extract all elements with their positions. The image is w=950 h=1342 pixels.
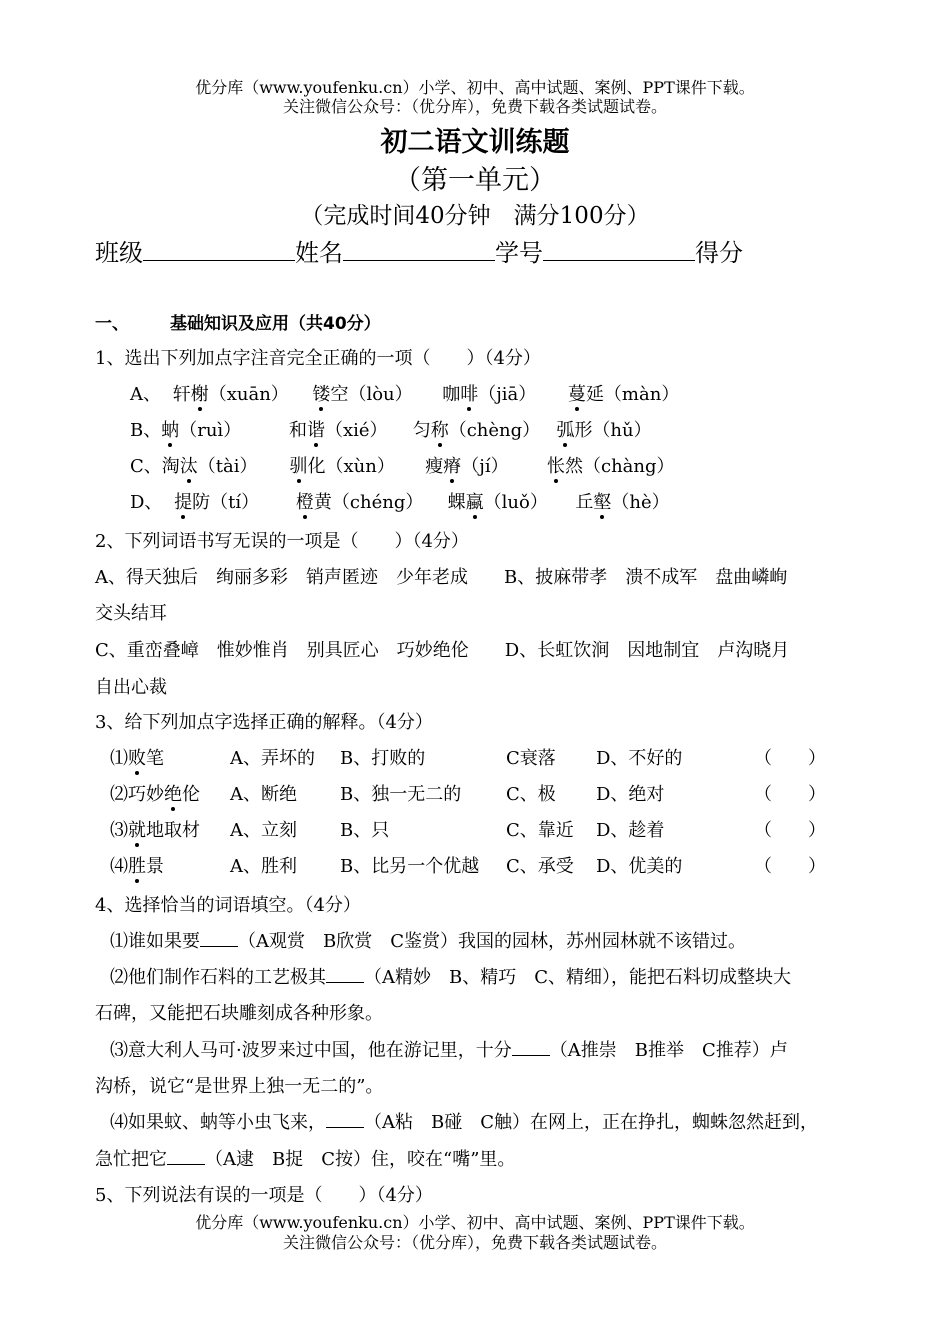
q4-sentence-4-cont: 急忙把它 （A逮 B捉 C按）住，咬在“嘴”里。 (95, 1149, 516, 1170)
q4-sentence-3: ⑶意大利人马可·波罗来过中国，他在游记里，十分 （A推崇 B推举 C推荐）卢 (110, 1040, 788, 1061)
q4-blank-3[interactable] (512, 1039, 550, 1056)
q3-row-4-b: B、比另一个优越 (340, 856, 480, 877)
q1-a-item-1: 轩榭（xuān） (172, 384, 289, 405)
q1-option-b (130, 416, 652, 442)
q3-row-2-d: D、绝对 (596, 784, 665, 805)
q4-sentence-3-cont: 沟桥，说它“是世界上独一无二的”。 (95, 1076, 384, 1097)
q3-row-3-c: C、靠近 (506, 820, 574, 841)
q3-row-4-term: ⑷胜景 (110, 856, 164, 877)
student-info-line (95, 233, 743, 268)
q4-blank-2[interactable] (326, 966, 364, 983)
q3-row-4 (110, 852, 826, 878)
q1-a-label: A、 (130, 384, 161, 405)
section-1-title: 基础知识及应用（共40分） (170, 314, 381, 334)
q2-line-4: 自出心裁 (95, 677, 167, 698)
q1-option-c (130, 452, 675, 478)
q1-d-label: D、 (130, 492, 163, 513)
q3-row-2-answer[interactable]: （ ） (754, 784, 826, 805)
q1-option-d (130, 488, 670, 514)
section-1-number: 一、 (95, 314, 129, 334)
class-label: 班级 (95, 239, 143, 267)
q1-b-item-3: 匀称（chèng） (412, 420, 541, 441)
q1-c-item-1: 淘汰（tài） (161, 456, 258, 477)
footer-line-2: 关注微信公众号：（优分库），免费下载各类试题试卷。 (282, 1233, 667, 1252)
score-label: 得分 (695, 239, 743, 267)
name-blank[interactable] (343, 244, 495, 261)
q3-row-2 (110, 780, 826, 806)
q2-line-1: A、得天独后 绚丽多彩 销声匿迹 少年老成 B、披麻带孝 溃不成军 盘曲嶙峋 (95, 567, 788, 588)
time-info: （完成时间40分钟 满分100分） (300, 203, 650, 229)
q3-row-1-c: C衰落 (506, 748, 556, 769)
q3-row-1 (110, 744, 826, 770)
q3-row-2-term: ⑵巧妙绝伦 (110, 784, 200, 805)
q3-row-1-b: B、打败的 (340, 748, 426, 769)
q4-blank-4[interactable] (326, 1111, 364, 1128)
q3-row-2-c: C、极 (506, 784, 556, 805)
q3-row-1-term: ⑴败笔 (110, 748, 164, 769)
class-blank[interactable] (143, 244, 295, 261)
q1-b-item-2: 和谐（xié） (288, 420, 388, 441)
q3-row-3 (110, 816, 826, 842)
q1-d-item-2: 橙黄（chéng） (295, 492, 424, 513)
id-blank[interactable] (543, 244, 695, 261)
q4-sentence-2-cont: 石碑，又能把石块雕刻成各种形象。 (95, 1003, 383, 1024)
name-label: 姓名 (295, 239, 343, 267)
header-line-2: 关注微信公众号：（优分库），免费下载各类试题试卷。 (282, 97, 667, 116)
q3-row-3-a: A、立刻 (230, 820, 297, 841)
q1-a-item-4: 蔓延（màn） (567, 384, 680, 405)
q1-a-item-3: 咖啡（jiā） (442, 384, 537, 405)
unit-subtitle: （第一单元） (394, 165, 556, 196)
q1-stem: 1、选出下列加点字注音完全正确的一项（ ）（4分） (95, 348, 541, 369)
q3-row-3-b: B、只 (340, 820, 390, 841)
q1-a-item-2: 镂空（lòu） (312, 384, 413, 405)
q3-row-4-d: D、优美的 (596, 856, 683, 877)
q3-row-3-d: D、趁着 (596, 820, 665, 841)
q4-sentence-1: ⑴谁如果要 （A观赏 B欣赏 C鉴赏）我国的园林，苏州园林就不该错过。 (110, 931, 746, 952)
q3-row-1-a: A、弄坏的 (230, 748, 315, 769)
q3-row-4-a: A、胜利 (230, 856, 297, 877)
footer-line-1: 优分库（www.youfenku.cn）小学、初中、高中试题、案例、PPT课件下载。 (195, 1213, 755, 1232)
q1-c-item-4: 怅然（chàng） (546, 456, 675, 477)
q2-stem: 2、下列词语书写无误的一项是（ ）（4分） (95, 531, 469, 552)
q1-b-item-1: 蚋（ruì） (161, 420, 242, 441)
q1-c-item-3: 瘦瘠（jí） (425, 456, 509, 477)
q1-option-a (130, 380, 679, 406)
q4-stem: 4、选择恰当的词语填空。（4分） (95, 895, 361, 916)
q5-stem: 5、下列说法有误的一项是（ ）（4分） (95, 1185, 433, 1206)
q1-d-item-3: 蜾蠃（luǒ） (447, 492, 548, 513)
q3-row-4-answer[interactable]: （ ） (754, 856, 826, 877)
q1-b-label: B、 (130, 420, 162, 441)
q3-row-1-answer[interactable]: （ ） (754, 748, 826, 769)
q3-row-2-a: A、断绝 (230, 784, 297, 805)
q3-row-2-b: B、独一无二的 (340, 784, 462, 805)
q4-sentence-4: ⑷如果蚊、蚋等小虫飞来， （A粘 B碰 C触）在网上，正在挣扎，蜘蛛忽然赶到， (110, 1112, 818, 1133)
q1-c-label: C、 (130, 456, 162, 477)
q4-sentence-2: ⑵他们制作石料的工艺极其 （A精妙 B、精巧 C、精细），能把石料切成整块大 (110, 967, 791, 988)
q4-blank-1[interactable] (200, 930, 238, 947)
id-label: 学号 (495, 239, 543, 267)
q1-b-item-4: 弧形（hǔ） (556, 420, 652, 441)
q3-row-1-d: D、不好的 (596, 748, 683, 769)
page-title: 初二语文训练题 (380, 127, 570, 158)
q3-row-3-answer[interactable]: （ ） (754, 820, 826, 841)
q3-row-3-term: ⑶就地取材 (110, 820, 200, 841)
q2-line-2: 交头结耳 (95, 603, 167, 624)
q2-line-3: C、重峦叠嶂 惟妙惟肖 别具匠心 巧妙绝伦 D、长虹饮涧 因地制宜 卢沟晓月 (95, 640, 790, 661)
q1-d-item-1: 提防（tí） (174, 492, 260, 513)
q3-row-4-c: C、承受 (506, 856, 574, 877)
q1-d-item-4: 丘壑（hè） (575, 492, 670, 513)
q1-c-item-2: 驯化（xùn） (289, 456, 395, 477)
q3-stem: 3、给下列加点字选择正确的解释。（4分） (95, 712, 433, 733)
q4-blank-5[interactable] (167, 1148, 205, 1165)
header-line-1: 优分库（www.youfenku.cn）小学、初中、高中试题、案例、PPT课件下载。 (195, 78, 755, 97)
